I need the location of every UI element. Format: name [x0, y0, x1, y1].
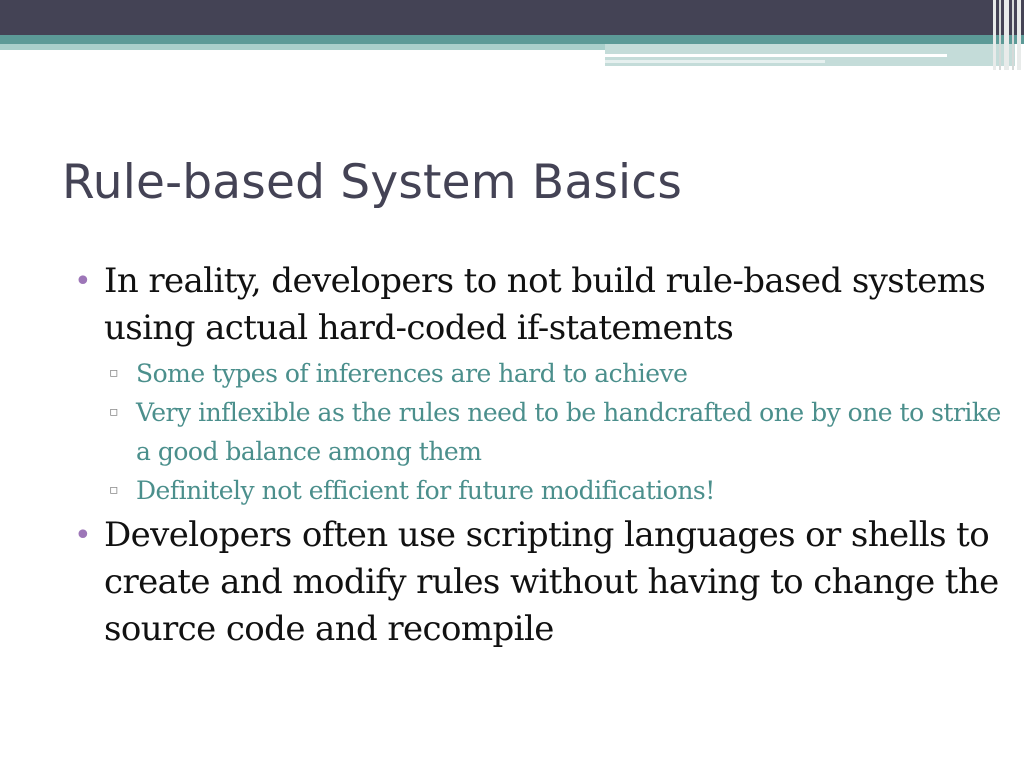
sub-bullet-item [109, 354, 1016, 393]
bullet-text: Developers often use scripting languages or shells to create and modify rules without having to change the source code and recompile [104, 515, 999, 649]
sub-bullet-text: Some types of inferences are hard to achieve [136, 359, 688, 388]
bullet-item [74, 512, 1019, 653]
header-band-teal [0, 35, 1024, 44]
bullet-icon: • [74, 264, 92, 299]
slide-title: Rule-based System Basics [62, 155, 682, 210]
header-stripe [1017, 0, 1021, 70]
header-band-dark [0, 0, 1024, 35]
sub-bullet-item [109, 471, 1016, 510]
sub-bullet-icon: ▫ [109, 482, 118, 498]
bullet-item [74, 258, 1019, 352]
sub-bullet-icon: ▫ [109, 365, 118, 381]
sub-bullet-item [109, 393, 1016, 471]
header-band-teal-light [0, 44, 605, 50]
header-stripe [1012, 0, 1014, 70]
bullet-text: In reality, developers to not build rule-based systems using actual hard-coded if-statements [104, 261, 986, 348]
header-line-white [605, 54, 947, 57]
slide-content [0, 258, 1024, 653]
sub-bullet-text: Very inflexible as the rules need to be handcrafted one by one to strike a good balance among them [136, 398, 1001, 466]
header-stripe [993, 0, 996, 70]
header-stripe [999, 0, 1001, 70]
header-stripe [1004, 0, 1009, 70]
sub-bullet-icon: ▫ [109, 404, 118, 420]
header-line-mid [605, 60, 825, 63]
bullet-icon: • [74, 518, 92, 553]
sub-bullet-text: Definitely not efficient for future modifications! [136, 476, 715, 505]
